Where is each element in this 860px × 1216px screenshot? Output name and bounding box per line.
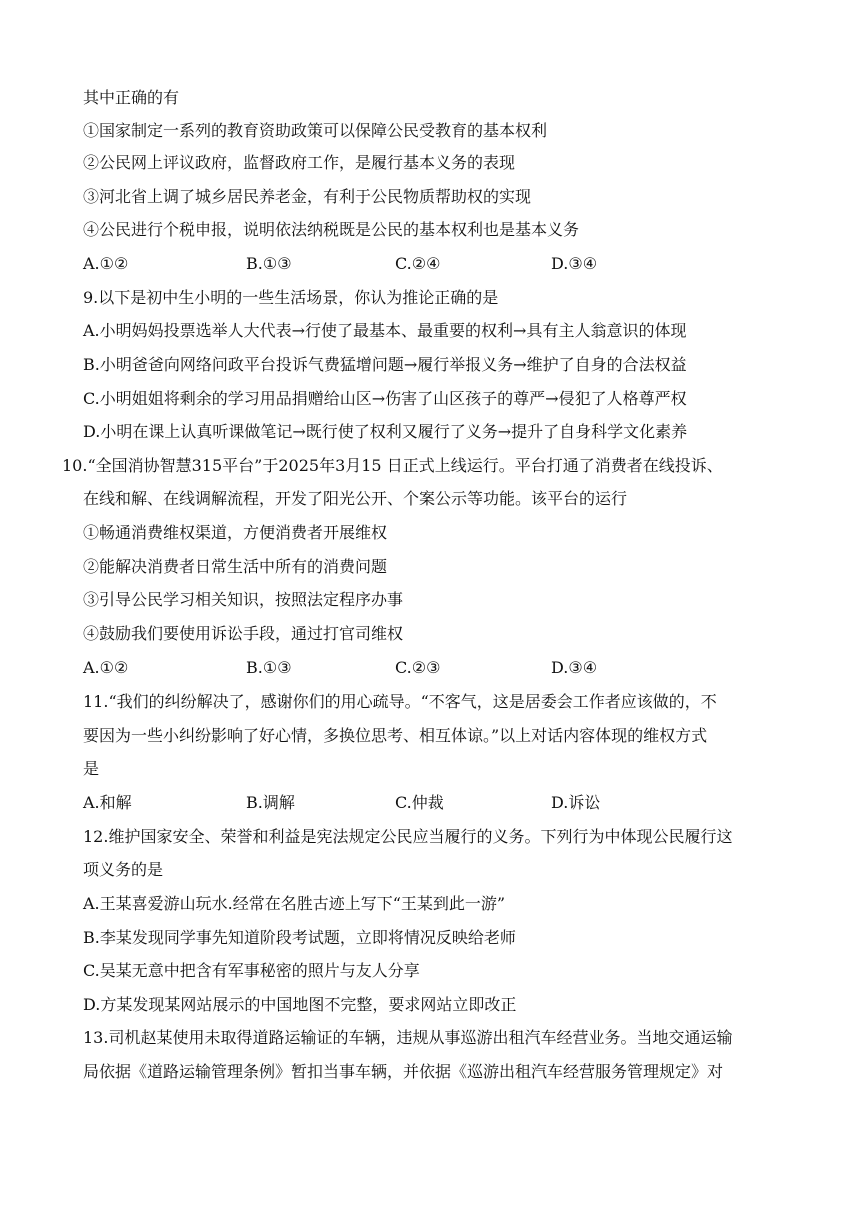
q9-choice-d: D.小明在课上认真听课做笔记→既行使了权利又履行了义务→提升了自身科学文化素养 [83, 422, 688, 441]
q13-stem-line2: 局依据《道路运输管理条例》暂扣当事车辆，并依据《巡游出租汽车经营服务管理规定》对 [83, 1062, 724, 1081]
q9-choice-c: C.小明姐姐将剩余的学习用品捐赠给山区→伤害了山区孩子的尊严→侵犯了人格尊严权 [83, 389, 687, 408]
q10-option-b: B.①③ [246, 658, 292, 677]
q10-statement-2: ②能解决消费者日常生活中所有的消费问题 [83, 557, 388, 576]
q11-option-d: D.诉讼 [551, 793, 601, 812]
q9-choice-b: B.小明爸爸向网络问政平台投诉气费猛增问题→履行举报义务→维护了自身的合法权益 [83, 355, 687, 374]
q11-stem-line2: 要因为一些小纠纷影响了好心情，多换位思考、相互体谅。”以上对话内容体现的维权方式 [83, 726, 708, 745]
q8-option-d: D.③④ [551, 254, 598, 273]
q10-statement-1: ①畅通消费维权渠道，方便消费者开展维权 [83, 523, 388, 542]
q11-stem-line1: 11.“我们的纠纷解决了，感谢你们的用心疏导。“不客气，这是居委会工作者应该做的，不 [83, 692, 717, 711]
q8-statement-1: ①国家制定一系列的教育资助政策可以保障公民受教育的基本权利 [83, 121, 548, 140]
q8-option-c: C.②④ [395, 254, 441, 273]
q11-option-c: C.仲裁 [395, 793, 444, 812]
q11-option-a: A.和解 [83, 793, 132, 812]
q12-stem-line2: 项义务的是 [83, 860, 164, 879]
q11-stem-line3: 是 [83, 759, 100, 778]
q13-stem-line1: 13.司机赵某使用未取得道路运输证的车辆，违规从事巡游出租汽车经营业务。当地交通运输 [83, 1028, 733, 1047]
q8-lead: 其中正确的有 [83, 88, 180, 107]
q8-statement-2: ②公民网上评议政府，监督政府工作，是履行基本义务的表现 [83, 153, 516, 172]
q12-choice-a: A.王某喜爱游山玩水.经常在名胜古迹上写下“王某到此一游” [83, 894, 506, 913]
q10-statement-3: ③引导公民学习相关知识，按照法定程序办事 [83, 590, 404, 609]
q11-option-b: B.调解 [246, 793, 295, 812]
q10-statement-4: ④鼓励我们要使用诉讼手段，通过打官司维权 [83, 624, 404, 643]
q8-statement-3: ③河北省上调了城乡居民养老金，有利于公民物质帮助权的实现 [83, 187, 532, 206]
q12-stem-line1: 12.维护国家安全、荣誉和利益是宪法规定公民应当履行的义务。下列行为中体现公民履行这 [83, 827, 733, 846]
q10-stem-line1: 10.“全国消协智慧315平台”于2025年3月15 日正式上线运行。平台打通了消费者在线投诉、 [62, 456, 723, 475]
q10-option-d: D.③④ [551, 658, 598, 677]
q10-option-a: A.①② [83, 658, 129, 677]
q8-statement-4: ④公民进行个税申报，说明依法纳税既是公民的基本权利也是基本义务 [83, 220, 580, 239]
q12-choice-d: D.方某发现某网站展示的中国地图不完整，要求网站立即改正 [83, 995, 517, 1014]
q9-stem: 9.以下是初中生小明的一些生活场景，你认为推论正确的是 [83, 288, 499, 307]
q8-option-b: B.①③ [246, 254, 292, 273]
q10-option-c: C.②③ [395, 658, 441, 677]
q12-choice-c: C.吴某无意中把含有军事秘密的照片与友人分享 [83, 961, 420, 980]
q10-stem-line2: 在线和解、在线调解流程，开发了阳光公开、个案公示等功能。该平台的运行 [83, 489, 628, 508]
q9-choice-a: A.小明妈妈投票选举人大代表→行使了最基本、最重要的权利→具有主人翁意识的体现 [83, 321, 687, 340]
q8-option-a: A.①② [83, 254, 129, 273]
q12-choice-b: B.李某发现同学事先知道阶段考试题，立即将情况反映给老师 [83, 928, 516, 947]
